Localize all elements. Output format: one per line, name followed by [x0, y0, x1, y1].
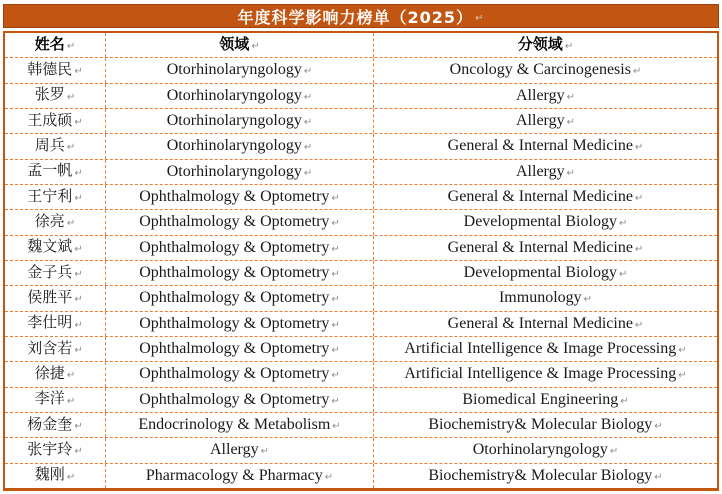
paragraph-mark-icon: ↵	[634, 243, 644, 255]
subfield-text: Immunology	[498, 289, 582, 307]
subfield-cell	[374, 312, 717, 336]
paragraph-mark-icon: ↵	[654, 421, 663, 433]
paragraph-mark-icon: ↵	[74, 117, 83, 129]
page-title: 年度科学影响力榜单（2025）	[237, 7, 474, 27]
table-row	[5, 286, 717, 311]
subfield-cell	[374, 84, 717, 108]
name-text: 孟一帆	[27, 163, 73, 180]
field-text: Ophthalmology & Optometry	[139, 289, 330, 307]
paragraph-mark-icon: ↵	[303, 66, 313, 78]
subfield-text: General & Internal Medicine	[447, 314, 633, 332]
paragraph-mark-icon: ↵	[678, 345, 687, 357]
field-text: Ophthalmology & Optometry	[139, 390, 330, 408]
field-text: Ophthalmology & Optometry	[139, 238, 330, 256]
paragraph-mark-icon: ↵	[66, 142, 76, 154]
subfield-cell	[374, 438, 717, 462]
name-text: 王成硕	[27, 112, 73, 129]
paragraph-mark-icon: ↵	[332, 421, 341, 433]
subfield-text: General & Internal Medicine	[447, 238, 633, 256]
field-text: Otorhinolaryngology	[166, 112, 302, 130]
subfield-cell	[374, 464, 717, 488]
paragraph-mark-icon: ↵	[331, 370, 340, 382]
field-text: Otorhinolaryngology	[166, 86, 302, 104]
field-text: Endocrinology & Metabolism	[138, 416, 331, 434]
field-cell	[106, 185, 374, 209]
name-cell	[5, 160, 106, 184]
name-text: 魏刚	[34, 467, 65, 484]
table-row	[5, 362, 717, 387]
paragraph-mark-icon: ↵	[66, 41, 76, 53]
name-text: 刘含若	[27, 340, 73, 357]
name-cell	[5, 362, 106, 386]
name-cell	[5, 109, 106, 133]
name-cell	[5, 185, 106, 209]
subfield-cell	[374, 185, 717, 209]
name-cell	[5, 464, 106, 488]
paragraph-mark-icon: ↵	[566, 91, 575, 103]
subfield-cell	[374, 58, 717, 82]
field-text: Ophthalmology & Optometry	[139, 340, 330, 358]
ranking-table	[3, 31, 719, 491]
field-text: Ophthalmology & Optometry	[139, 188, 330, 206]
paragraph-mark-icon: ↵	[251, 41, 260, 53]
paragraph-mark-icon: ↵	[331, 294, 340, 306]
table-row	[5, 160, 717, 185]
subfield-cell	[374, 210, 717, 234]
paragraph-mark-icon: ↵	[303, 167, 313, 179]
table-title-banner	[3, 4, 719, 28]
paragraph-mark-icon: ↵	[74, 345, 83, 357]
table-row	[5, 413, 717, 438]
subfield-text: Allergy	[516, 162, 565, 180]
field-text: Otorhinolaryngology	[166, 137, 302, 155]
paragraph-mark-icon: ↵	[74, 446, 83, 458]
subfield-cell	[374, 160, 717, 184]
name-cell	[5, 312, 106, 336]
table-row	[5, 210, 717, 235]
field-cell	[106, 58, 374, 82]
field-cell	[106, 286, 374, 310]
field-text: Otorhinolaryngology	[166, 162, 302, 180]
name-text: 魏文斌	[27, 239, 73, 256]
subfield-cell	[374, 286, 717, 310]
name-text: 王宁利	[27, 188, 73, 205]
table-row	[5, 185, 717, 210]
field-cell	[106, 236, 374, 260]
table-row	[5, 388, 717, 413]
field-cell	[106, 362, 374, 386]
paragraph-mark-icon: ↵	[324, 471, 334, 483]
paragraph-mark-icon: ↵	[475, 12, 485, 24]
subfield-text: Allergy	[516, 112, 565, 130]
field-cell	[106, 413, 374, 437]
paragraph-mark-icon: ↵	[634, 142, 644, 154]
field-cell	[106, 84, 374, 108]
field-cell	[106, 109, 374, 133]
field-text: Pharmacology & Pharmacy	[145, 466, 323, 484]
field-cell	[106, 210, 374, 234]
subfield-cell	[374, 236, 717, 260]
paragraph-mark-icon: ↵	[74, 421, 83, 433]
name-cell	[5, 236, 106, 260]
name-text: 张宇玲	[27, 441, 73, 458]
paragraph-mark-icon: ↵	[564, 41, 574, 53]
name-text: 张罗	[34, 87, 65, 104]
table-row	[5, 134, 717, 159]
subfield-text: General & Internal Medicine	[447, 188, 633, 206]
paragraph-mark-icon: ↵	[566, 167, 575, 179]
name-text: 金子兵	[27, 264, 73, 281]
paragraph-mark-icon: ↵	[609, 446, 619, 458]
name-cell	[5, 134, 106, 158]
field-cell	[106, 261, 374, 285]
table-row	[5, 337, 717, 362]
paragraph-mark-icon: ↵	[654, 471, 663, 483]
subfield-text: Biomedical Engineering	[462, 390, 619, 408]
field-text: Ophthalmology & Optometry	[139, 213, 330, 231]
paragraph-mark-icon: ↵	[66, 91, 76, 103]
field-cell	[106, 312, 374, 336]
name-text: 徐捷	[34, 365, 65, 382]
column-header-name: 姓名 ↵	[5, 33, 106, 57]
paragraph-mark-icon: ↵	[74, 294, 83, 306]
subfield-cell	[374, 362, 717, 386]
subfield-text: Developmental Biology	[463, 264, 617, 282]
field-text: Ophthalmology & Optometry	[139, 264, 330, 282]
paragraph-mark-icon: ↵	[634, 319, 644, 331]
paragraph-mark-icon: ↵	[303, 117, 313, 129]
paragraph-mark-icon: ↵	[66, 218, 76, 230]
subfield-text: Otorhinolaryngology	[472, 441, 608, 459]
paragraph-mark-icon: ↵	[566, 117, 575, 129]
paragraph-mark-icon: ↵	[331, 218, 340, 230]
paragraph-mark-icon: ↵	[66, 370, 76, 382]
column-header-subfield: 分领域 ↵	[517, 36, 574, 53]
name-cell	[5, 84, 106, 108]
field-cell	[106, 160, 374, 184]
paragraph-mark-icon: ↵	[331, 193, 340, 205]
name-cell	[5, 388, 106, 412]
name-text: 李仕明	[27, 315, 73, 332]
paragraph-mark-icon: ↵	[583, 294, 593, 306]
name-text: 周兵	[34, 137, 65, 154]
paragraph-mark-icon: ↵	[74, 319, 83, 331]
paragraph-mark-icon: ↵	[74, 243, 83, 255]
name-cell	[5, 413, 106, 437]
name-text: 李洋	[34, 391, 65, 408]
table-row	[5, 84, 717, 109]
paragraph-mark-icon: ↵	[331, 319, 340, 331]
subfield-text: Biochemistry& Molecular Biology	[428, 466, 653, 484]
paragraph-mark-icon: ↵	[331, 269, 340, 281]
table-row	[5, 312, 717, 337]
table-row	[5, 236, 717, 261]
paragraph-mark-icon: ↵	[331, 243, 340, 255]
subfield-text: Artificial Intelligence & Image Processing	[404, 365, 677, 383]
paragraph-mark-icon: ↵	[74, 167, 83, 179]
table-row	[5, 464, 717, 488]
name-text: 韩德民	[27, 61, 73, 78]
paragraph-mark-icon: ↵	[66, 395, 76, 407]
table-row	[5, 261, 717, 286]
name-cell	[5, 337, 106, 361]
paragraph-mark-icon: ↵	[66, 471, 76, 483]
subfield-text: Artificial Intelligence & Image Processing	[404, 340, 677, 358]
paragraph-mark-icon: ↵	[303, 142, 313, 154]
field-text: Allergy	[210, 441, 259, 459]
paragraph-mark-icon: ↵	[618, 269, 628, 281]
paragraph-mark-icon: ↵	[620, 395, 629, 407]
table-header-row	[5, 33, 717, 58]
subfield-text: Biochemistry& Molecular Biology	[428, 416, 653, 434]
name-cell	[5, 286, 106, 310]
table-row	[5, 109, 717, 134]
name-cell	[5, 58, 106, 82]
name-cell	[5, 261, 106, 285]
paragraph-mark-icon: ↵	[74, 66, 83, 78]
field-cell	[106, 337, 374, 361]
name-text: 侯胜平	[27, 289, 73, 306]
name-text: 徐亮	[34, 213, 65, 230]
subfield-text: Allergy	[516, 86, 565, 104]
paragraph-mark-icon: ↵	[303, 91, 313, 103]
table-row	[5, 438, 717, 463]
subfield-cell	[374, 261, 717, 285]
name-text: 杨金奎	[27, 416, 73, 433]
field-cell	[106, 464, 374, 488]
name-cell	[5, 438, 106, 462]
field-cell	[106, 438, 374, 462]
field-text: Otorhinolaryngology	[166, 61, 302, 79]
subfield-text: Developmental Biology	[463, 213, 617, 231]
subfield-cell	[374, 413, 717, 437]
subfield-cell	[374, 134, 717, 158]
field-cell	[106, 388, 374, 412]
paragraph-mark-icon: ↵	[678, 370, 687, 382]
field-text: Ophthalmology & Optometry	[139, 314, 330, 332]
paragraph-mark-icon: ↵	[331, 345, 340, 357]
subfield-cell	[374, 388, 717, 412]
subfield-cell	[374, 337, 717, 361]
paragraph-mark-icon: ↵	[632, 66, 642, 78]
name-cell	[5, 210, 106, 234]
paragraph-mark-icon: ↵	[331, 395, 340, 407]
field-text: Ophthalmology & Optometry	[139, 365, 330, 383]
paragraph-mark-icon: ↵	[74, 269, 83, 281]
subfield-text: Oncology & Carcinogenesis	[449, 61, 631, 79]
paragraph-mark-icon: ↵	[634, 193, 644, 205]
paragraph-mark-icon: ↵	[618, 218, 628, 230]
table-row	[5, 58, 717, 83]
paragraph-mark-icon: ↵	[74, 193, 83, 205]
subfield-text: General & Internal Medicine	[447, 137, 633, 155]
field-cell	[106, 134, 374, 158]
column-header-field: 领域 ↵	[106, 33, 374, 57]
paragraph-mark-icon: ↵	[260, 446, 269, 458]
subfield-cell	[374, 109, 717, 133]
